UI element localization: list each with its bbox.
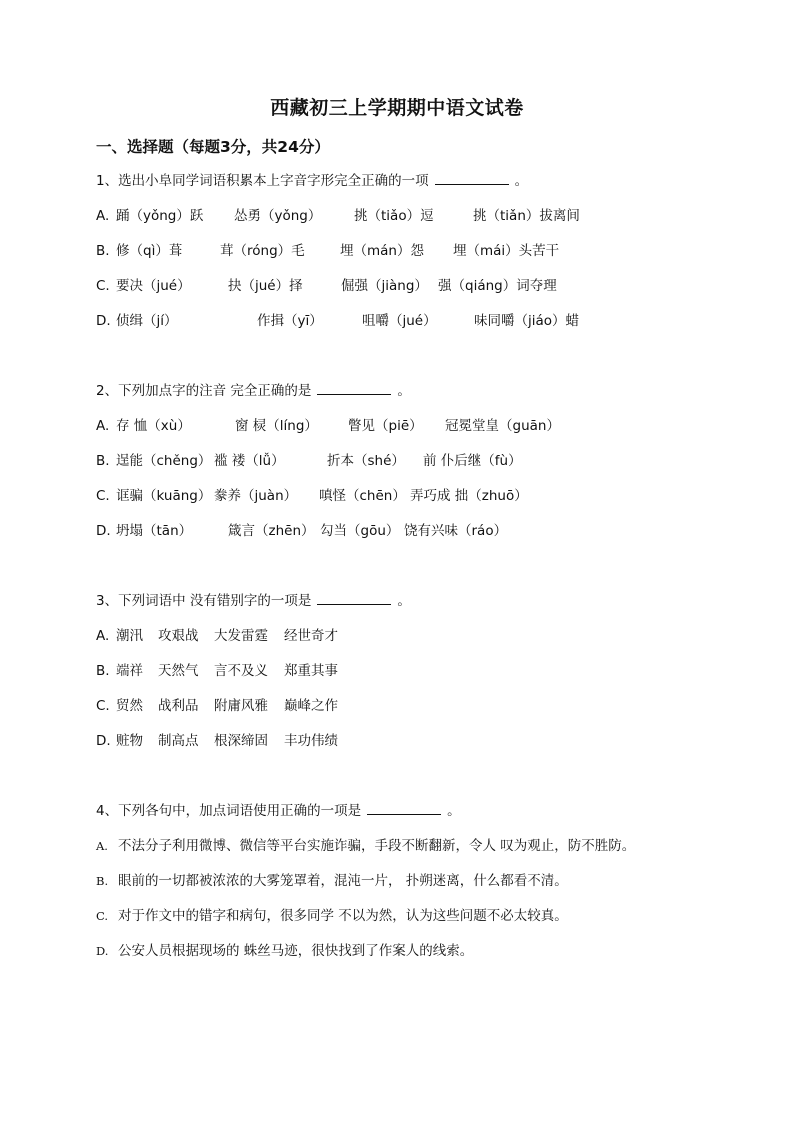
option-text: 公安人员根据现场的 蛛丝马迹，很快找到了作案人的线索。 bbox=[118, 943, 474, 959]
option-letter: A. bbox=[96, 839, 108, 853]
option-cell: 侦缉（jí） bbox=[116, 313, 178, 329]
option-cell: 制高点 bbox=[158, 733, 199, 749]
option-cell: 箴言（zhēn） bbox=[228, 523, 315, 539]
option-cell: 踊（yǒng）跃 bbox=[116, 208, 204, 224]
option-cell: 倔强（jiàng） bbox=[341, 278, 428, 294]
option-cell: 赃物 bbox=[116, 733, 143, 749]
option-cell: 根深缔固 bbox=[214, 733, 268, 749]
option-letter: D. bbox=[96, 523, 111, 539]
question-2-stem bbox=[96, 382, 411, 400]
question-1-option-a bbox=[96, 207, 696, 225]
option-letter: B. bbox=[96, 453, 110, 469]
option-letter: D. bbox=[96, 733, 111, 749]
option-cell: 强（qiáng）词夺理 bbox=[438, 278, 557, 294]
option-cell: 巅峰之作 bbox=[284, 698, 338, 714]
answer-blank bbox=[317, 382, 391, 395]
option-letter: A. bbox=[96, 628, 110, 644]
question-2-option-a bbox=[96, 417, 696, 435]
question-2-option-b bbox=[96, 452, 696, 470]
option-cell: 丰功伟绩 bbox=[284, 733, 338, 749]
section-heading: 一、选择题（每题3分，共24分） bbox=[96, 138, 330, 156]
option-cell: 前 仆后继（fù） bbox=[423, 453, 522, 469]
option-cell: 勾当（gōu） bbox=[320, 523, 400, 539]
option-cell: 嗔怪（chēn） bbox=[319, 488, 406, 504]
option-cell: 攻艰战 bbox=[158, 628, 199, 644]
option-cell: 抉（jué）择 bbox=[228, 278, 303, 294]
option-cell: 附庸风雅 bbox=[214, 698, 268, 714]
option-letter: A. bbox=[96, 208, 110, 224]
question-4-end: 。 bbox=[447, 803, 461, 819]
option-cell: 大发雷霆 bbox=[214, 628, 268, 644]
question-1-text: 1、选出小阜同学词语积累本上字音字形完全正确的一项 bbox=[96, 173, 429, 189]
question-3-stem bbox=[96, 592, 411, 610]
option-cell: 挑（tiǎn）拔离间 bbox=[473, 208, 580, 224]
question-1-end: 。 bbox=[514, 173, 529, 189]
option-letter: C. bbox=[96, 278, 110, 294]
answer-blank bbox=[367, 802, 441, 815]
option-cell: 坍塌（tān） bbox=[116, 523, 193, 539]
question-3-option-a bbox=[96, 627, 696, 645]
question-3-end: 。 bbox=[397, 593, 411, 609]
page-title: 西藏初三上学期期中语文试卷 bbox=[270, 97, 524, 119]
question-3-option-d bbox=[96, 732, 696, 750]
option-cell: 埋（mái）头苦干 bbox=[453, 243, 560, 259]
option-letter: C. bbox=[96, 909, 109, 923]
option-letter: B. bbox=[96, 243, 110, 259]
option-cell: 作揖（yī） bbox=[257, 313, 323, 329]
option-cell: 瞥见（piē） bbox=[348, 418, 423, 434]
question-1-option-d bbox=[96, 312, 696, 330]
option-text: 对于作文中的错字和病句，很多同学 不以为然，认为这些问题不必太较真。 bbox=[118, 908, 568, 924]
option-cell: 弄巧成 拙（zhuō） bbox=[410, 488, 528, 504]
option-cell: 饶有兴味（ráo） bbox=[404, 523, 508, 539]
option-letter: D. bbox=[96, 944, 109, 958]
question-3-option-b bbox=[96, 662, 696, 680]
option-letter: B. bbox=[96, 663, 110, 679]
option-cell: 修（qì）葺 bbox=[116, 243, 183, 259]
option-cell: 味同嚼（jiáo）蜡 bbox=[474, 313, 580, 329]
question-2-end: 。 bbox=[397, 383, 411, 399]
question-4-stem bbox=[96, 802, 461, 820]
question-2-text: 2、下列加点字的注音 完全正确的是 bbox=[96, 383, 312, 399]
option-cell: 折本（shé） bbox=[327, 453, 405, 469]
option-cell: 天然气 bbox=[158, 663, 199, 679]
option-cell: 窗 棂（líng） bbox=[235, 418, 318, 434]
option-cell: 潮汛 bbox=[116, 628, 143, 644]
option-cell: 埋（mán）怨 bbox=[340, 243, 424, 259]
option-letter: C. bbox=[96, 698, 110, 714]
option-cell: 经世奇才 bbox=[284, 628, 338, 644]
option-cell: 存 恤（xù） bbox=[116, 418, 191, 434]
option-cell: 要决（jué） bbox=[116, 278, 191, 294]
option-cell: 端祥 bbox=[116, 663, 143, 679]
answer-blank bbox=[435, 172, 509, 185]
question-3-text: 3、下列词语中 没有错别字的一项是 bbox=[96, 593, 312, 609]
question-1-option-c bbox=[96, 277, 696, 295]
option-cell: 诓骗（kuāng） bbox=[116, 488, 212, 504]
question-2-option-d bbox=[96, 522, 696, 540]
option-letter: D. bbox=[96, 313, 111, 329]
option-cell: 茸（róng）毛 bbox=[220, 243, 305, 259]
option-cell: 逞能（chěng） bbox=[116, 453, 212, 469]
question-4-text: 4、下列各句中，加点词语使用正确的一项是 bbox=[96, 803, 362, 819]
question-4-option-c bbox=[96, 907, 568, 925]
option-cell: 冠冕堂皇（guān） bbox=[445, 418, 560, 434]
option-cell: 郑重其事 bbox=[284, 663, 338, 679]
option-cell: 褴 褛（lǚ） bbox=[214, 453, 285, 469]
option-cell: 贸然 bbox=[116, 698, 143, 714]
question-1-stem bbox=[96, 172, 528, 190]
question-4-option-b bbox=[96, 872, 568, 890]
option-text: 眼前的一切都被浓浓的大雾笼罩着，混沌一片， 扑朔迷离，什么都看不清。 bbox=[118, 873, 568, 889]
option-letter: A. bbox=[96, 418, 110, 434]
question-4-option-a bbox=[96, 837, 635, 855]
question-2-option-c bbox=[96, 487, 696, 505]
option-letter: C. bbox=[96, 488, 110, 504]
option-cell: 怂勇（yǒng） bbox=[234, 208, 322, 224]
answer-blank bbox=[317, 592, 391, 605]
question-4-option-d bbox=[96, 942, 473, 960]
option-cell: 咀嚼（jué） bbox=[362, 313, 437, 329]
question-1-option-b bbox=[96, 242, 696, 260]
question-3-option-c bbox=[96, 697, 696, 715]
option-cell: 豢养（juàn） bbox=[214, 488, 298, 504]
option-text: 不法分子利用微博、微信等平台实施诈骗，手段不断翻新，令人 叹为观止，防不胜防。 bbox=[118, 838, 636, 854]
option-cell: 言不及义 bbox=[214, 663, 268, 679]
option-cell: 挑（tiǎo）逗 bbox=[354, 208, 434, 224]
option-cell: 战利品 bbox=[158, 698, 199, 714]
option-letter: B. bbox=[96, 874, 109, 888]
